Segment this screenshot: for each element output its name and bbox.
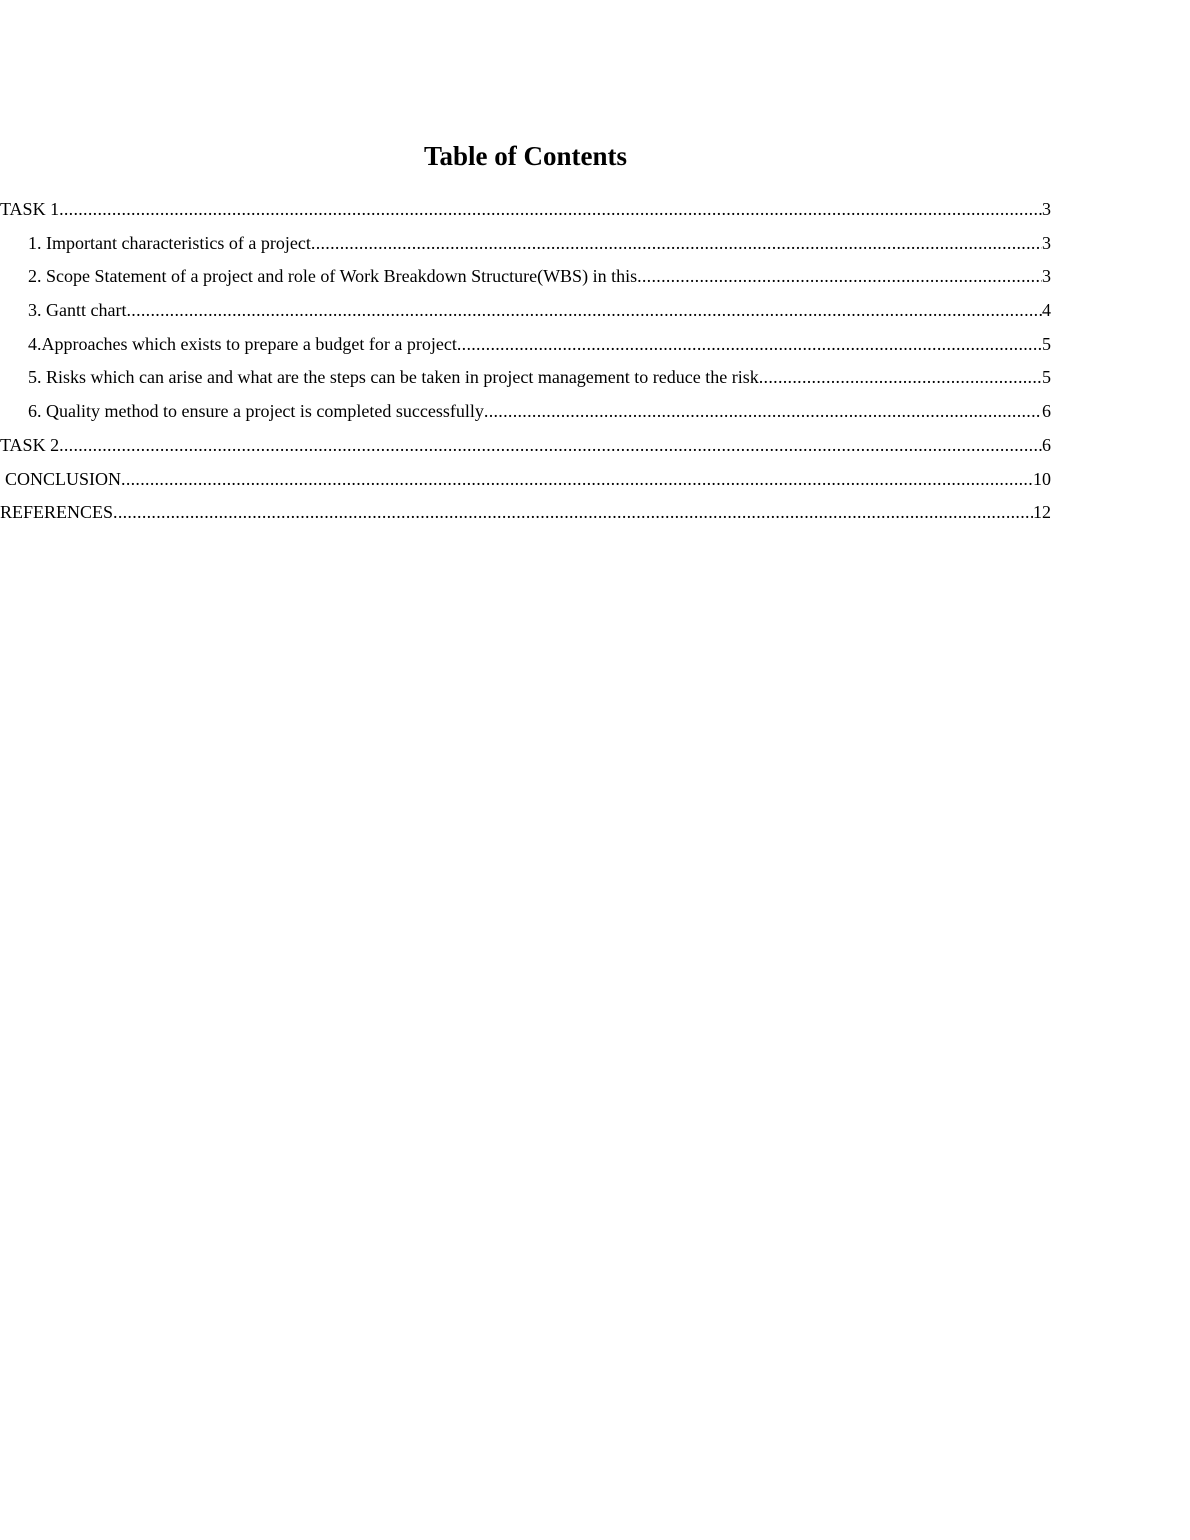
toc-entry-label: 1. Important characteristics of a project	[28, 232, 311, 253]
toc-entry-label: TASK 1	[0, 199, 60, 219]
toc-dot-leader	[59, 196, 1042, 223]
toc-dot-leader	[759, 364, 1042, 391]
toc-entry-label: 5. Risks which can arise and what are the steps can be taken in project management to reduce the risk	[28, 367, 759, 388]
toc-entry-conclusion[interactable]	[0, 466, 1051, 500]
toc-entry-gantt-chart[interactable]	[0, 297, 1051, 331]
toc-page-number: 6	[1042, 434, 1051, 455]
toc-entry-quality-method[interactable]	[0, 398, 1051, 432]
toc-title: Table of Contents	[423, 141, 628, 171]
toc-entry-label: 6. Quality method to ensure a project is completed successfully	[28, 401, 484, 422]
toc-entry-label: CONCLUSION	[5, 468, 122, 489]
toc-entry-task-1[interactable]	[0, 196, 1051, 230]
toc-entry-label: TASK 2	[0, 434, 60, 455]
toc-dot-leader	[457, 331, 1042, 358]
toc-entry-risks[interactable]	[0, 364, 1051, 398]
toc-dot-leader	[311, 230, 1042, 257]
toc-entry-task-2[interactable]	[0, 432, 1051, 466]
toc-entry-label: 2. Scope Statement of a project and role of Work Breakdown Structure(WBS) in this	[28, 266, 638, 287]
toc-dot-leader	[59, 432, 1042, 459]
toc-entry-label: REFERENCES	[0, 502, 114, 523]
toc-entry-budget-approaches[interactable]	[0, 331, 1051, 365]
toc-dot-leader	[484, 398, 1042, 425]
toc-dot-leader	[126, 297, 1042, 324]
toc-list	[0, 196, 1051, 533]
toc-page-number: 12	[1033, 502, 1051, 523]
toc-entry-important-characteristics[interactable]	[0, 230, 1051, 264]
toc-page-number: 5	[1042, 367, 1051, 388]
toc-entry-scope-statement[interactable]	[0, 263, 1051, 297]
toc-entry-label: 3. Gantt chart	[28, 300, 127, 321]
toc-page-number: 10	[1033, 468, 1051, 489]
toc-dot-leader	[637, 263, 1042, 290]
toc-dot-leader	[121, 466, 1033, 493]
toc-entry-label: 4.Approaches which exists to prepare a budget for a project	[28, 333, 457, 354]
toc-page-number: 5	[1042, 333, 1051, 354]
toc-page-number: 4	[1042, 300, 1051, 321]
toc-entry-references[interactable]	[0, 499, 1051, 533]
toc-page-number: 6	[1042, 401, 1051, 422]
toc-page-number: 3	[1042, 232, 1051, 253]
toc-page-number: 3	[1042, 199, 1051, 219]
toc-dot-leader	[113, 499, 1033, 526]
toc-page-number: 3	[1042, 266, 1051, 287]
